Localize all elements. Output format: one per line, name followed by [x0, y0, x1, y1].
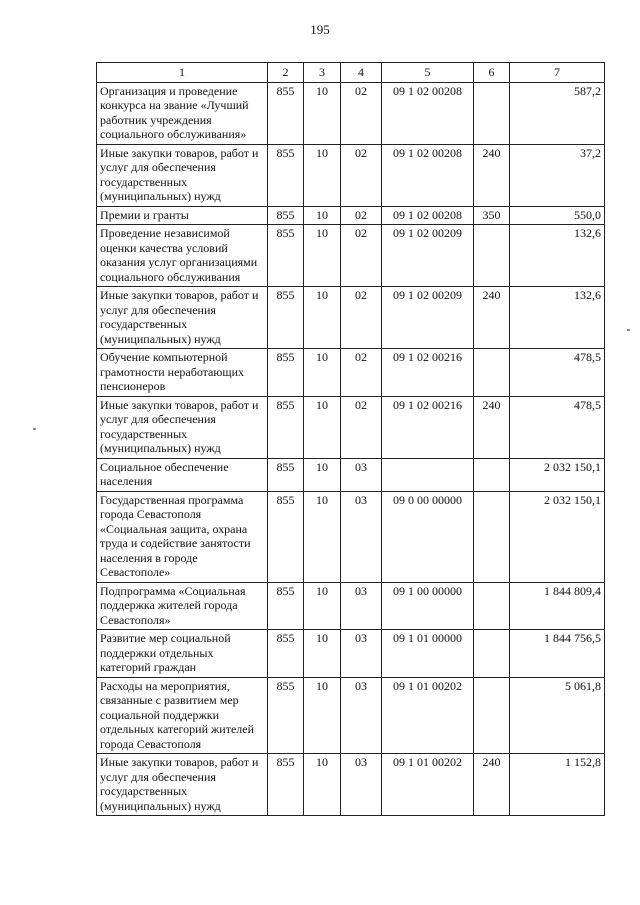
cell-target-article: 09 1 00 00000 — [382, 582, 474, 630]
cell-target-article: 09 1 01 00000 — [382, 630, 474, 678]
header-col-6: 6 — [474, 63, 510, 83]
table-row — [97, 396, 605, 458]
cell-expense-type: 240 — [474, 754, 510, 816]
cell-admin-code: 855 — [268, 225, 304, 287]
cell-expense-type — [474, 349, 510, 397]
cell-name: Иные закупки товаров, работ и услуг для обеспечения государственных (муниципальных) нужд — [97, 144, 268, 206]
cell-amount: 132,6 — [510, 287, 605, 349]
cell-name: Иные закупки товаров, работ и услуг для обеспечения государственных (муниципальных) нужд — [97, 754, 268, 816]
cell-target-article: 09 1 02 00209 — [382, 225, 474, 287]
table-row — [97, 287, 605, 349]
cell-expense-type: 350 — [474, 206, 510, 225]
cell-subsection: 02 — [341, 144, 382, 206]
cell-subsection: 03 — [341, 630, 382, 678]
cell-amount: 2 032 150,1 — [510, 458, 605, 491]
cell-admin-code: 855 — [268, 287, 304, 349]
cell-subsection: 02 — [341, 225, 382, 287]
cell-subsection: 03 — [341, 582, 382, 630]
cell-section: 10 — [304, 349, 341, 397]
cell-admin-code: 855 — [268, 82, 304, 144]
cell-admin-code: 855 — [268, 206, 304, 225]
cell-name: Развитие мер социальной поддержки отдельных категорий граждан — [97, 630, 268, 678]
table-row — [97, 491, 605, 582]
cell-expense-type — [474, 458, 510, 491]
cell-admin-code: 855 — [268, 491, 304, 582]
cell-admin-code: 855 — [268, 396, 304, 458]
cell-subsection: 03 — [341, 491, 382, 582]
cell-name: Иные закупки товаров, работ и услуг для обеспечения государственных (муниципальных) нужд — [97, 396, 268, 458]
cell-amount: 550,0 — [510, 206, 605, 225]
cell-section: 10 — [304, 225, 341, 287]
page-number: 195 — [310, 22, 330, 37]
header-col-4: 4 — [341, 63, 382, 83]
cell-name: Организация и проведение конкурса на звание «Лучший работник учреждения социального обслуживания» — [97, 82, 268, 144]
cell-amount: 1 152,8 — [510, 754, 605, 816]
table-row — [97, 754, 605, 816]
cell-section: 10 — [304, 491, 341, 582]
cell-target-article: 09 1 02 00216 — [382, 396, 474, 458]
table-row — [97, 144, 605, 206]
cell-section: 10 — [304, 630, 341, 678]
cell-expense-type: 240 — [474, 287, 510, 349]
cell-name: Подпрограмма «Социальная поддержка жителей города Севастополя» — [97, 582, 268, 630]
cell-subsection: 02 — [341, 82, 382, 144]
cell-admin-code: 855 — [268, 458, 304, 491]
cell-amount: 2 032 150,1 — [510, 491, 605, 582]
cell-expense-type — [474, 582, 510, 630]
cell-amount: 132,6 — [510, 225, 605, 287]
cell-expense-type: 240 — [474, 396, 510, 458]
cell-amount: 587,2 — [510, 82, 605, 144]
cell-expense-type — [474, 225, 510, 287]
scan-dot — [33, 428, 36, 430]
cell-name: Социальное обеспечение населения — [97, 458, 268, 491]
cell-admin-code: 855 — [268, 630, 304, 678]
header-col-1: 1 — [97, 63, 268, 83]
cell-section: 10 — [304, 287, 341, 349]
cell-section: 10 — [304, 82, 341, 144]
cell-expense-type: 240 — [474, 144, 510, 206]
cell-section: 10 — [304, 677, 341, 754]
cell-name: Обучение компьютерной грамотности неработающих пенсионеров — [97, 349, 268, 397]
cell-target-article: 09 1 01 00202 — [382, 754, 474, 816]
table-row — [97, 349, 605, 397]
cell-section: 10 — [304, 458, 341, 491]
cell-section: 10 — [304, 206, 341, 225]
cell-expense-type — [474, 630, 510, 678]
table-row — [97, 677, 605, 754]
cell-target-article: 09 1 02 00209 — [382, 287, 474, 349]
table-row — [97, 582, 605, 630]
cell-admin-code: 855 — [268, 754, 304, 816]
cell-admin-code: 855 — [268, 349, 304, 397]
header-col-7: 7 — [510, 63, 605, 83]
cell-subsection: 03 — [341, 458, 382, 491]
cell-admin-code: 855 — [268, 677, 304, 754]
cell-subsection: 02 — [341, 206, 382, 225]
cell-expense-type — [474, 82, 510, 144]
cell-section: 10 — [304, 754, 341, 816]
table-row — [97, 458, 605, 491]
cell-subsection: 03 — [341, 754, 382, 816]
cell-name: Иные закупки товаров, работ и услуг для обеспечения государственных (муниципальных) нужд — [97, 287, 268, 349]
table-row — [97, 82, 605, 144]
cell-name: Расходы на мероприятия, связанные с развитием мер социальной поддержки отдельных категорий жителей города Севастополя — [97, 677, 268, 754]
cell-target-article: 09 1 01 00202 — [382, 677, 474, 754]
table-row — [97, 206, 605, 225]
cell-target-article: 09 1 02 00208 — [382, 82, 474, 144]
cell-name: Премии и гранты — [97, 206, 268, 225]
cell-amount: 1 844 756,5 — [510, 630, 605, 678]
cell-section: 10 — [304, 396, 341, 458]
cell-section: 10 — [304, 144, 341, 206]
cell-target-article: 09 1 02 00216 — [382, 349, 474, 397]
cell-target-article: 09 1 02 00208 — [382, 206, 474, 225]
table-row — [97, 630, 605, 678]
cell-amount: 37,2 — [510, 144, 605, 206]
table-row — [97, 225, 605, 287]
header-col-2: 2 — [268, 63, 304, 83]
budget-table — [96, 62, 605, 816]
cell-expense-type — [474, 491, 510, 582]
cell-amount: 478,5 — [510, 396, 605, 458]
cell-target-article — [382, 458, 474, 491]
header-col-5: 5 — [382, 63, 474, 83]
cell-amount: 5 061,8 — [510, 677, 605, 754]
cell-subsection: 02 — [341, 349, 382, 397]
cell-name: Проведение независимой оценки качества условий оказания услуг организациями социального обслуживания — [97, 225, 268, 287]
header-row — [97, 63, 605, 83]
cell-amount: 478,5 — [510, 349, 605, 397]
cell-admin-code: 855 — [268, 582, 304, 630]
header-col-3: 3 — [304, 63, 341, 83]
cell-amount: 1 844 809,4 — [510, 582, 605, 630]
cell-admin-code: 855 — [268, 144, 304, 206]
cell-section: 10 — [304, 582, 341, 630]
cell-name: Государственная программа города Севастополя «Социальная защита, охрана труда и содействие занятости населения в городе Севастополе» — [97, 491, 268, 582]
scan-dot — [627, 329, 630, 331]
cell-subsection: 02 — [341, 396, 382, 458]
cell-expense-type — [474, 677, 510, 754]
cell-subsection: 03 — [341, 677, 382, 754]
cell-subsection: 02 — [341, 287, 382, 349]
cell-target-article: 09 1 02 00208 — [382, 144, 474, 206]
cell-target-article: 09 0 00 00000 — [382, 491, 474, 582]
